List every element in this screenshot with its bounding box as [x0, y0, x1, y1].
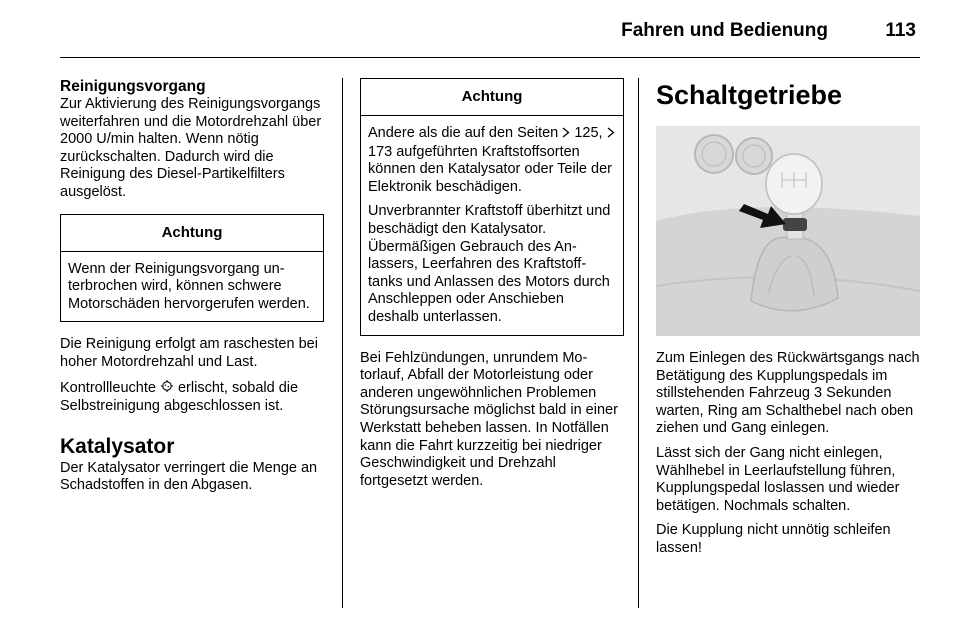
running-header-title: Fahren und Bedienung: [621, 20, 828, 41]
notice-title: Achtung: [61, 215, 323, 252]
notice-box-1: [60, 214, 324, 323]
kontrollleuchte-paragraph: [60, 379, 324, 416]
heading-katalysator: Katalysator: [60, 434, 175, 458]
notice-box-2: [360, 78, 624, 336]
column-2: [360, 78, 624, 490]
page-reference-arrow-icon: [607, 126, 615, 144]
diesel-particle-filter-warning-lamp-icon: [160, 379, 174, 399]
gear-shift-lever-illustration: [656, 126, 920, 336]
column-1: [60, 78, 324, 495]
header-rule: [60, 57, 920, 58]
column-3: [656, 78, 920, 558]
notice-text-2: Unverbrannter Kraftstoff überhitzt und beschädigt den Katalysator. Übermäßigen Gebrauch des Anlassers, Leerfahren des Kraftstofftanks und Anlassen des Motors durch Anschleppen oder Anschieben deshalb unterlassen.: [368, 203, 611, 325]
kontroll-text-before: Kontrollleuchte: [60, 379, 156, 396]
page-number: 113: [885, 20, 916, 41]
column-divider-2: [638, 78, 639, 608]
column-divider-1: [342, 78, 343, 608]
fehlzuendung-paragraph: Bei Fehlzündungen, unrundem Motorlauf, Abfall der Motorleistung oder anderen ungewöhnlichen Problemen Störungsursache möglichst bald in einer Werkstatt beheben lassen. In Notfällen kann die Fahrt kurzzeitig bei niedriger Geschwindigkeit und Drehzahl fortgesetzt werden.: [360, 349, 618, 489]
heading-schaltgetriebe: Schaltgetriebe: [656, 80, 843, 110]
kontroll-text-after: erlischt, sobald die Selbstreinigung abgeschlossen ist.: [60, 379, 299, 415]
notice-text: Wenn der Reinigungsvorgang unterbrochen wird, können schwere Motorschäden hervorgerufen werden.: [68, 260, 310, 312]
reinigung-paragraph: Zur Aktivierung des Reinigungsvorgangs weiterfahren und die Motordrehzahl über 2000 U/min halten. Wenn nötig zurückschalten. Dadurch wird die Reinigung des Diesel-Partikelfilters ausgelöst.: [60, 96, 322, 200]
schaltgetriebe-paragraph-2: Lässt sich der Gang nicht einlegen, Wählhebel in Leerlaufstellung führen, Kupplungspedal loslassen und wieder betätigen. Nochmals schalten.: [656, 444, 900, 514]
heading-reinigungsvorgang: Reinigungsvorgang: [60, 78, 206, 95]
notice-text-1: Andere als die auf den Seiten 125, 173 aufgeführten Kraftstoffsorten können den Katalysator oder Teile der Elektronik beschädigen.: [368, 125, 615, 196]
katalysator-paragraph: Der Katalysator verringert die Menge an Schadstoffen in den Abgasen.: [60, 459, 318, 494]
reinigung-paragraph-2: Die Reinigung erfolgt am raschesten bei hoher Motordrehzahl und Last.: [60, 336, 318, 370]
schaltgetriebe-paragraph-3: Die Kupplung nicht unnötig schleifen lassen!: [656, 522, 891, 556]
notice-title: Achtung: [361, 79, 623, 116]
schaltgetriebe-paragraph-1: Zum Einlegen des Rückwärtsgangs nach Betätigung des Kupplungspedals im stillstehenden Fahrzeug 3 Sekunden warten, Ring am Schalthebel nach oben ziehen und Gang einlegen.: [656, 350, 920, 437]
page-reference-125[interactable]: 125: [574, 125, 599, 141]
page-reference-173[interactable]: 173: [368, 143, 393, 160]
page-reference-arrow-icon: [562, 126, 570, 144]
